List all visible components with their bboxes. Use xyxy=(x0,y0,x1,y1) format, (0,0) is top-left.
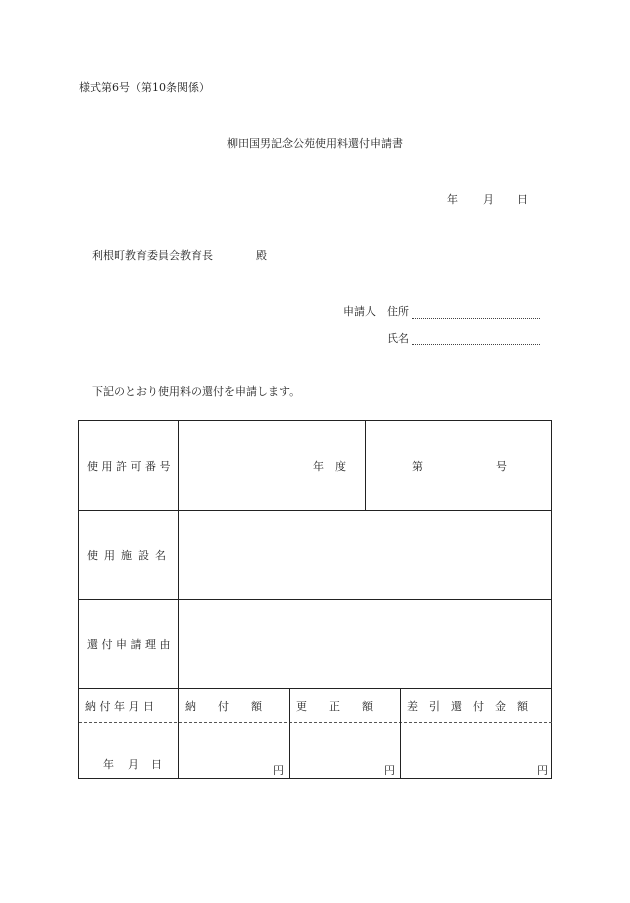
addressee xyxy=(92,250,267,261)
label-column-divider xyxy=(178,421,179,779)
payment-date-year: 年 xyxy=(103,758,114,771)
payment-date-month: 月 xyxy=(128,758,139,771)
facility-name-label: 使用施設名 xyxy=(87,549,172,562)
refund-reason-label: 還付申請理由 xyxy=(87,638,174,651)
dashed-divider xyxy=(79,722,552,723)
row-divider xyxy=(79,688,552,689)
intro-text: 下記のとおり使用料の還付を申請します。 xyxy=(92,385,301,398)
document-title: 柳田国男記念公苑使用料還付申請書 xyxy=(227,137,403,150)
permit-no-prefix: 第 xyxy=(412,460,423,473)
addressee-honorific: 殿 xyxy=(256,249,267,262)
name-label: 氏名 xyxy=(387,332,409,345)
applicant-label: 申請人 xyxy=(343,305,376,318)
permit-number-label: 使用許可番号 xyxy=(87,460,174,473)
refund-amount-header: 差 引 還 付 金 額 xyxy=(407,700,528,713)
row-divider xyxy=(79,510,552,511)
payment-date-day: 日 xyxy=(151,758,162,771)
refund-form-table xyxy=(78,420,552,779)
corrected-amount-yen: 円 xyxy=(384,764,395,777)
date-year-label: 年 xyxy=(447,193,458,206)
payment-date-header: 納付年月日 xyxy=(85,700,158,713)
address-field[interactable] xyxy=(412,318,540,319)
name-field[interactable] xyxy=(412,344,540,345)
permit-column-divider xyxy=(365,421,366,510)
address-label: 住所 xyxy=(387,305,409,318)
refund-amount-yen: 円 xyxy=(537,764,548,777)
corrected-amount-header: 更 正 額 xyxy=(296,700,373,713)
payment-column-divider xyxy=(400,688,401,779)
date-day-label: 日 xyxy=(517,193,528,206)
addressee-name: 利根町教育委員会教育長 xyxy=(92,249,213,262)
permit-no-suffix: 号 xyxy=(496,460,507,473)
date-month-label: 月 xyxy=(483,193,494,206)
fiscal-year-label: 年 度 xyxy=(313,460,346,473)
row-divider xyxy=(79,599,552,600)
form-number: 様式第6号（第10条関係） xyxy=(79,81,210,94)
payment-column-divider xyxy=(289,688,290,779)
payment-amount-header: 納 付 額 xyxy=(185,700,262,713)
payment-amount-yen: 円 xyxy=(273,764,284,777)
